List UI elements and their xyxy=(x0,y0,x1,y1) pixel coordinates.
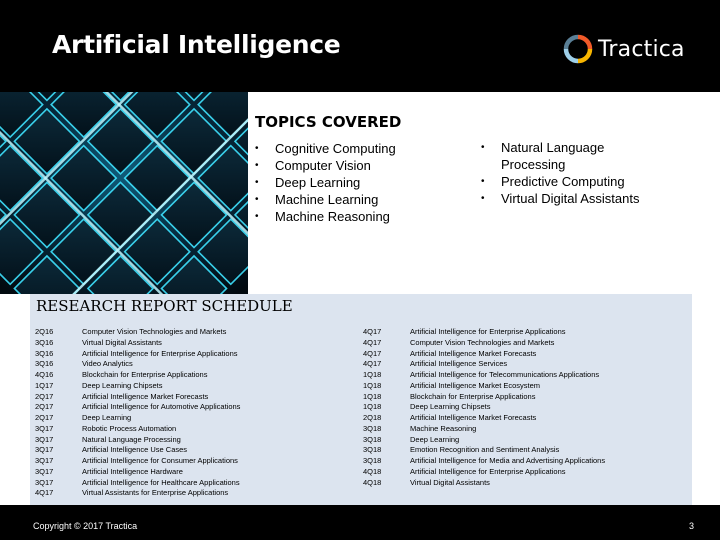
schedule-row xyxy=(35,424,240,435)
topic-item: • Deep Learning xyxy=(255,174,396,191)
topic-item: • Computer Vision xyxy=(255,157,396,174)
schedule-report: Artificial Intelligence Market Ecosystem xyxy=(410,380,541,390)
schedule-row xyxy=(35,370,240,381)
schedule-row xyxy=(363,370,605,381)
topics-heading: TOPICS COVERED xyxy=(255,113,402,131)
page-number: 3 xyxy=(688,521,694,531)
topics-list-right xyxy=(481,139,671,207)
schedule-row xyxy=(363,327,605,338)
schedule-date: 2Q18 xyxy=(363,413,382,422)
schedule-date: 1Q17 xyxy=(35,380,54,390)
schedule-date: 3Q18 xyxy=(363,423,382,433)
schedule-date: 2Q16 xyxy=(35,327,54,336)
schedule-report: Blockchain for Enterprise Applications xyxy=(410,391,536,401)
schedule-report: Artificial Intelligence for Enterprise Applications xyxy=(82,348,238,358)
schedule-row xyxy=(35,327,240,338)
schedule-date: 3Q17 xyxy=(35,423,54,433)
schedule-report: Computer Vision Technologies and Markets xyxy=(410,337,555,347)
schedule-report: Artificial Intelligence for Telecommunications Applications xyxy=(410,370,600,379)
schedule-date: 1Q18 xyxy=(363,380,382,390)
schedule-report: Deep Learning Chipsets xyxy=(410,402,491,412)
schedule-heading: RESEARCH REPORT SCHEDULE xyxy=(36,297,293,315)
schedule-date: 4Q17 xyxy=(35,488,54,498)
schedule-date: 4Q16 xyxy=(35,370,54,379)
schedule-date: 4Q18 xyxy=(363,466,382,476)
schedule-row xyxy=(35,445,240,456)
copyright-text: Copyright © 2017 Tractica xyxy=(33,521,138,531)
schedule-date: 3Q17 xyxy=(35,477,54,487)
schedule-row xyxy=(363,349,605,360)
schedule-date: 3Q18 xyxy=(363,445,382,455)
schedule-report: Deep Learning Chipsets xyxy=(82,380,163,390)
schedule-date: 4Q17 xyxy=(363,359,382,369)
schedule-row xyxy=(35,338,240,349)
schedule-date: 2Q17 xyxy=(35,402,54,412)
schedule-row xyxy=(35,467,240,478)
schedule-date: 3Q16 xyxy=(35,337,54,347)
schedule-row xyxy=(363,381,605,392)
topic-item: • Predictive Computing xyxy=(481,173,671,190)
schedule-row xyxy=(35,478,240,489)
schedule-date: 2Q17 xyxy=(35,413,54,422)
schedule-row xyxy=(363,478,605,489)
schedule-row xyxy=(363,435,605,446)
topic-item: • Natural Language Processing xyxy=(481,139,671,173)
schedule-report: Artificial Intelligence for Healthcare Applications xyxy=(82,477,240,487)
schedule-report: Artificial Intelligence for Enterprise Applications xyxy=(410,327,566,336)
page-title: Artificial Intelligence xyxy=(52,30,341,59)
topic-item: • Cognitive Computing xyxy=(255,140,396,157)
topic-item: • Virtual Digital Assistants xyxy=(481,190,671,207)
schedule-date: 1Q18 xyxy=(363,402,382,412)
schedule-date: 3Q16 xyxy=(35,359,54,369)
topic-item: • Machine Reasoning xyxy=(255,208,396,225)
schedule-report: Robotic Process Automation xyxy=(82,423,177,433)
schedule-report: Machine Reasoning xyxy=(410,423,477,433)
schedule-report: Emotion Recognition and Sentiment Analysis xyxy=(410,445,560,455)
schedule-column-right xyxy=(363,327,605,488)
schedule-row xyxy=(35,413,240,424)
schedule-date: 3Q18 xyxy=(363,456,382,465)
schedule-report: Deep Learning xyxy=(410,434,460,444)
schedule-date: 3Q17 xyxy=(35,456,54,465)
schedule-report: Artificial Intelligence Services xyxy=(410,359,508,369)
schedule-date: 1Q18 xyxy=(363,370,382,379)
schedule-row xyxy=(35,392,240,403)
schedule-row xyxy=(363,445,605,456)
schedule-row xyxy=(363,413,605,424)
schedule-row xyxy=(35,435,240,446)
hero-image xyxy=(0,92,248,294)
schedule-report: Artificial Intelligence Use Cases xyxy=(82,445,188,455)
schedule-report: Computer Vision Technologies and Markets xyxy=(82,327,227,336)
schedule-report: Blockchain for Enterprise Applications xyxy=(82,370,208,379)
schedule-report: Deep Learning xyxy=(82,413,132,422)
schedule-row xyxy=(363,456,605,467)
schedule-report: Artificial Intelligence for Automotive Applications xyxy=(82,402,241,412)
schedule-report: Natural Language Processing xyxy=(82,434,181,444)
schedule-date: 4Q17 xyxy=(363,337,382,347)
schedule-date: 2Q17 xyxy=(35,391,54,401)
schedule-report: Artificial Intelligence Market Forecasts xyxy=(410,348,537,358)
schedule-report: Artificial Intelligence Hardware xyxy=(82,466,183,476)
schedule-date: 3Q17 xyxy=(35,434,54,444)
research-schedule-panel xyxy=(30,294,692,505)
schedule-row xyxy=(363,424,605,435)
schedule-date: 3Q16 xyxy=(35,348,54,358)
schedule-row xyxy=(363,402,605,413)
logo-text: Tractica xyxy=(598,36,685,62)
schedule-row xyxy=(35,456,240,467)
schedule-date: 1Q18 xyxy=(363,391,382,401)
schedule-row xyxy=(35,359,240,370)
schedule-report: Artificial Intelligence for Enterprise Applications xyxy=(410,466,566,476)
schedule-row xyxy=(363,338,605,349)
schedule-date: 4Q17 xyxy=(363,348,382,358)
schedule-row xyxy=(35,381,240,392)
topic-item: • Machine Learning xyxy=(255,191,396,208)
schedule-date: 3Q17 xyxy=(35,466,54,476)
schedule-row xyxy=(35,402,240,413)
schedule-date: 4Q17 xyxy=(363,327,382,336)
schedule-report: Artificial Intelligence Market Forecasts xyxy=(82,391,209,401)
schedule-report: Artificial Intelligence for Media and Advertising Applications xyxy=(410,456,606,465)
schedule-report: Virtual Digital Assistants xyxy=(410,477,490,487)
schedule-row xyxy=(363,359,605,370)
schedule-row xyxy=(363,467,605,478)
schedule-report: Video Analytics xyxy=(82,359,133,369)
schedule-report: Artificial Intelligence Market Forecasts xyxy=(410,413,537,422)
schedule-report: Virtual Digital Assistants xyxy=(82,337,162,347)
schedule-column-left xyxy=(35,327,240,499)
schedule-row xyxy=(35,488,240,499)
schedule-date: 3Q18 xyxy=(363,434,382,444)
circuit-tiles-image xyxy=(0,92,248,294)
schedule-report: Artificial Intelligence for Consumer Applications xyxy=(82,456,238,465)
schedule-row xyxy=(35,349,240,360)
header-bar xyxy=(0,0,720,92)
schedule-date: 3Q17 xyxy=(35,445,54,455)
tractica-logo-icon xyxy=(563,34,593,64)
schedule-date: 4Q18 xyxy=(363,477,382,487)
schedule-row xyxy=(363,392,605,403)
tractica-logo xyxy=(563,33,685,65)
topics-list-left xyxy=(255,140,396,225)
schedule-report: Virtual Assistants for Enterprise Applications xyxy=(82,488,229,498)
footer-bar xyxy=(0,505,720,540)
